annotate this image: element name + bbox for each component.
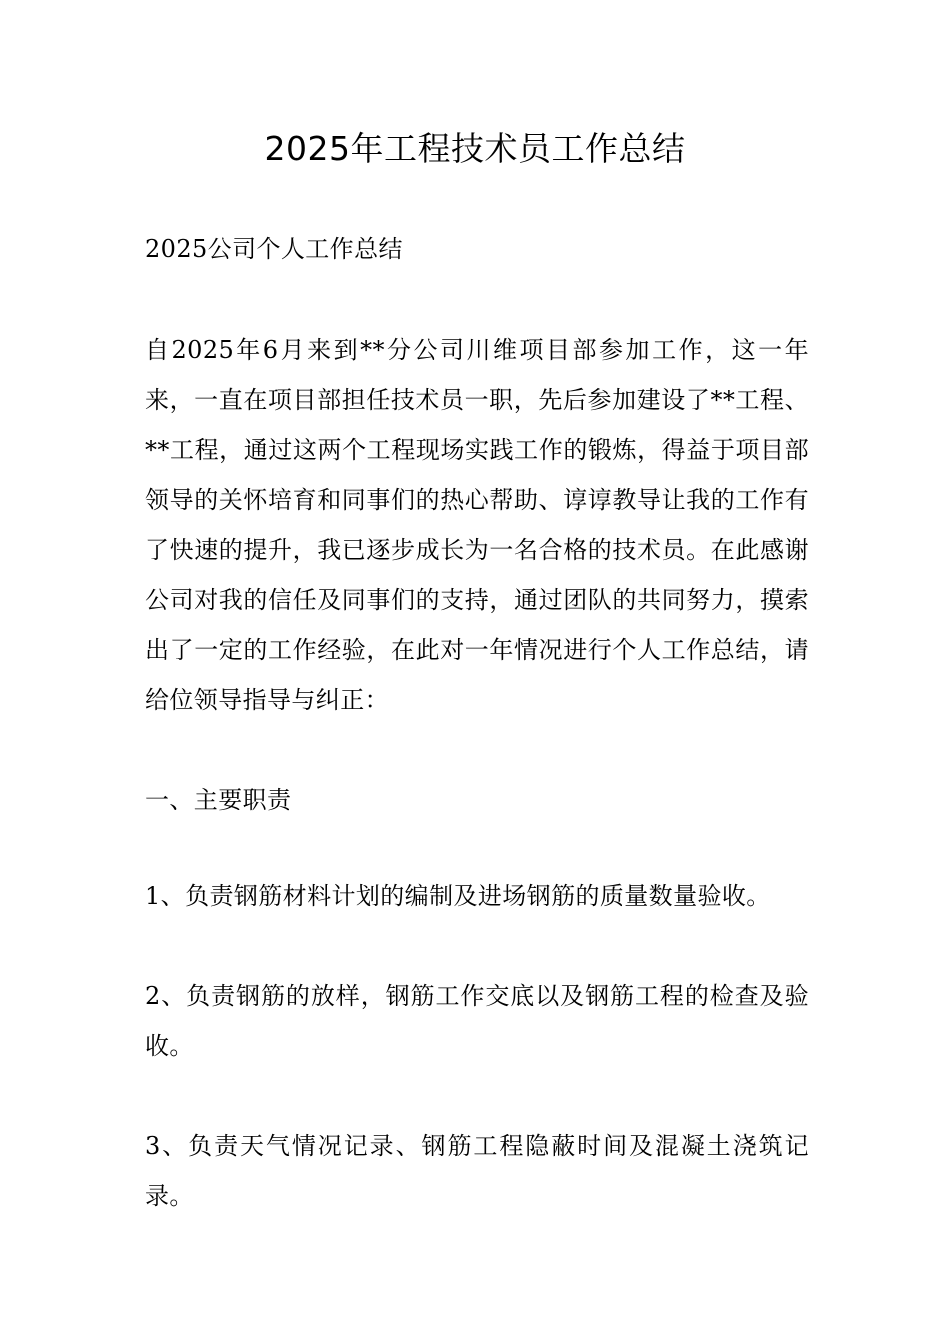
duty-item-1: 1、负责钢筋材料计划的编制及进场钢筋的质量数量验收。 (145, 882, 771, 910)
duty-item-3: 3、负责天气情况记录、钢筋工程隐蔽时间及混凝土浇筑记录。 (145, 1132, 809, 1210)
document-subtitle: 2025公司个人工作总结 (145, 235, 403, 263)
section-heading-main-duties: 一、主要职责 (145, 786, 292, 814)
duty-item-2: 2、负责钢筋的放样，钢筋工作交底以及钢筋工程的检查及验收。 (145, 982, 809, 1060)
document-title: 2025年工程技术员工作总结 (264, 129, 686, 168)
intro-paragraph: 自2025年6月来到**分公司川维项目部参加工作，这一年来，一直在项目部担任技术员一职，先后参加建设了**工程、**工程，通过这两个工程现场实践工作的锻炼，得益于项目部领导的关怀培育和同事们的热心帮助、谆谆教导让我的工作有了快速的提升，我已逐步成长为一名合格的技术员。在此感谢公司对我的信任及同事们的支持，通过团队的共同努力，摸索出了一定的工作经验，在此对一年情况进行个人工作总结，请给位领导指导与纠正： (145, 336, 809, 714)
